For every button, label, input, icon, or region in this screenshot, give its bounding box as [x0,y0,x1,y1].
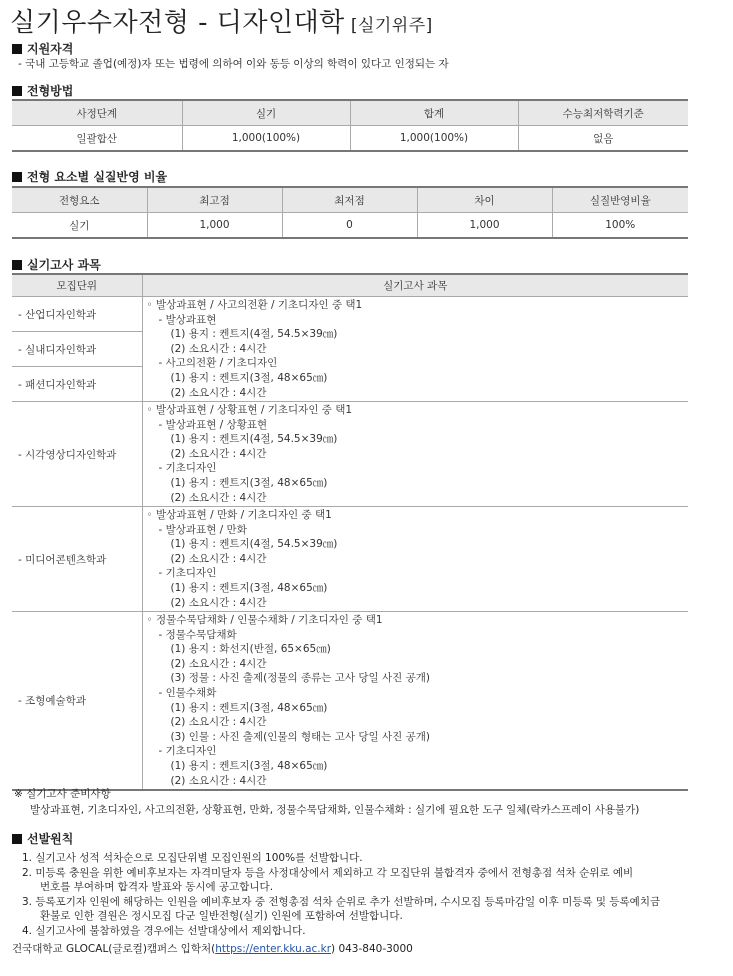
method-header: 실기 [182,100,350,126]
subject-detail-line: (3) 정물 : 사진 출제(정물의 종류는 고사 당일 사진 공개) [170,672,431,685]
subject-detail-line: (2) 소요시간 : 4시간 [170,342,267,355]
ratio-cell: 1,000 [147,213,282,239]
section-ratio-label: 전형 요소별 실질반영 비율 [27,170,168,184]
subject-detail-line: (2) 소요시간 : 4시간 [170,596,267,609]
subject-content-cell [142,612,688,791]
selection-item: 2. 미등록 충원을 위한 예비후보자는 자격미달자 등을 사정대상에서 제외하고 각 모집단위 불합격자 중에서 전형총점 석차 순위로 예비 [22,867,634,879]
prep-note-title: ※ 실기고사 준비사항 [14,788,111,800]
method-header: 수능최저학력기준 [518,100,688,126]
subject-detail-line: (1) 용지 : 켄트지(3절, 48×65㎝) [170,371,328,384]
ratio-header: 실질반영비율 [552,187,688,213]
subject-detail-line: (1) 용지 : 켄트지(3절, 48×65㎝) [170,476,328,489]
subject-row [12,402,688,507]
ratio-cell: 100% [552,213,688,239]
subject-item-line: - 인물수채화 [158,686,217,699]
ratio-header: 전형요소 [12,187,147,213]
subject-row [12,297,688,332]
selection-item: 환불로 인한 결원은 정시모집 다군 일반전형(실기) 인원에 포함하여 선발합니다. [40,910,403,922]
method-header: 합계 [350,100,518,126]
subject-detail-line: (2) 소요시간 : 4시간 [170,552,267,565]
footer-prefix: 건국대학교 GLOCAL(글로컬)캠퍼스 입학처( [12,943,216,955]
section-eligibility [12,40,73,57]
method-cell: 1,000(100%) [182,126,350,152]
subject-detail-line: (2) 소요시간 : 4시간 [170,774,267,787]
subject-item-line: - 발상과표현 [158,313,217,326]
method-table [12,99,688,152]
subject-content-cell [142,507,688,612]
subject-item-line: - 기초디자인 [158,462,217,475]
title-sub: [실기위주] [350,16,433,36]
eligibility-text: - 국내 고등학교 졸업(예정)자 또는 법령에 의하여 이와 동등 이상의 학력이 있다고 인정되는 자 [18,58,449,70]
method-cell: 일괄합산 [12,126,182,152]
ratio-header: 최고점 [147,187,282,213]
subject-detail-line: (1) 용지 : 켄트지(3절, 48×65㎝) [170,701,328,714]
subject-row [12,507,688,612]
prep-note-text: 발상과표현, 기초디자인, 사고의전환, 상황표현, 만화, 정물수묵담채화, 인물수채화 : 실기에 필요한 도구 일체(락카스프레이 사용불가) [30,804,640,816]
department-cell: - 미디어콘텐츠학과 [12,507,142,612]
square-bullet-icon [12,172,22,182]
ratio-cell: 1,000 [417,213,552,239]
square-bullet-icon [12,260,22,270]
subject-item-line: - 발상과표현 / 만화 [158,523,247,536]
selection-item: 3. 등록포기자 인원에 해당하는 인원을 예비후보자 중 전형총점 석차 순위로 추가 선발하며, 수시모집 등록마감일 이후 미등록 및 등록예치금 [22,896,661,908]
ratio-header: 차이 [417,187,552,213]
subject-detail-line: (1) 용지 : 켄트지(4절, 54.5×39㎝) [170,328,338,341]
method-cell: 1,000(100%) [350,126,518,152]
selection-item: 번호를 부여하며 합격자 발표와 동시에 공고합니다. [40,881,274,893]
department-cell: - 산업디자인학과 [12,297,142,332]
square-bullet-icon [12,86,22,96]
section-method [12,82,73,99]
subject-item-line: - 기초디자인 [158,745,217,758]
section-selection-label: 선발원칙 [27,832,74,846]
footer-contact [12,941,413,956]
method-cell: 없음 [518,126,688,152]
section-selection [12,830,73,847]
section-method-label: 전형방법 [27,84,74,98]
subject-header: 모집단위 [12,274,142,297]
subject-content-cell [142,402,688,507]
subject-detail-line: (1) 용지 : 화선지(반절, 65×65㎝) [170,643,331,656]
section-eligibility-label: 지원자격 [27,42,74,56]
selection-item: 1. 실기고사 성적 석차순으로 모집단위별 모집인원의 100%를 선발합니다. [22,852,363,864]
subject-option-line: ◦ 발상과표현 / 만화 / 기초디자인 중 택1 [146,509,332,521]
method-header: 사정단계 [12,100,182,126]
footer-suffix: ) 043-840-3000 [331,943,413,955]
subject-option-line: ◦ 정물수묵담채화 / 인물수채화 / 기초디자인 중 택1 [146,614,383,626]
ratio-cell: 실기 [12,213,147,239]
subject-header: 실기고사 과목 [142,274,688,297]
page-title [10,2,433,39]
square-bullet-icon [12,834,22,844]
subject-detail-line: (2) 소요시간 : 4시간 [170,657,267,670]
subject-detail-line: (2) 소요시간 : 4시간 [170,447,267,460]
subject-detail-line: (2) 소요시간 : 4시간 [170,716,267,729]
subject-detail-line: (1) 용지 : 켄트지(4절, 54.5×39㎝) [170,538,338,551]
department-cell: - 조형예술학과 [12,612,142,791]
admissions-link[interactable]: https://enter.kku.ac.kr [215,943,332,955]
ratio-table [12,186,688,239]
subject-detail-line: (1) 용지 : 켄트지(4절, 54.5×39㎝) [170,433,338,446]
title-main: 실기우수자전형 - 디자인대학 [10,8,345,38]
section-ratio [12,168,167,185]
subject-item-line: - 기초디자인 [158,567,217,580]
section-subjects-label: 실기고사 과목 [27,258,101,272]
subject-detail-line: (1) 용지 : 켄트지(3절, 48×65㎝) [170,759,328,772]
subject-option-line: ◦ 발상과표현 / 상황표현 / 기초디자인 중 택1 [146,404,353,416]
department-cell: - 시각영상디자인학과 [12,402,142,507]
subject-detail-line: (2) 소요시간 : 4시간 [170,386,267,399]
subject-item-line: - 발상과표현 / 상황표현 [158,418,268,431]
selection-item: 4. 실기고사에 불참하였을 경우에는 선발대상에서 제외합니다. [22,925,306,937]
department-cell: - 실내디자인학과 [12,332,142,367]
subject-detail-line: (3) 인물 : 사진 출제(인물의 형태는 고사 당일 사진 공개) [170,730,431,743]
ratio-cell: 0 [282,213,417,239]
subject-table [12,273,688,791]
subject-row [12,612,688,791]
subject-option-line: ◦ 발상과표현 / 사고의전환 / 기초디자인 중 택1 [146,299,363,311]
ratio-header: 최저점 [282,187,417,213]
subject-detail-line: (1) 용지 : 켄트지(3절, 48×65㎝) [170,581,328,594]
subject-item-line: - 사고의전환 / 기초디자인 [158,357,278,370]
subject-item-line: - 정물수묵담채화 [158,628,237,641]
section-subjects [12,256,101,273]
subject-detail-line: (2) 소요시간 : 4시간 [170,491,267,504]
subject-content-cell [142,297,688,402]
department-cell: - 패션디자인학과 [12,367,142,402]
square-bullet-icon [12,44,22,54]
